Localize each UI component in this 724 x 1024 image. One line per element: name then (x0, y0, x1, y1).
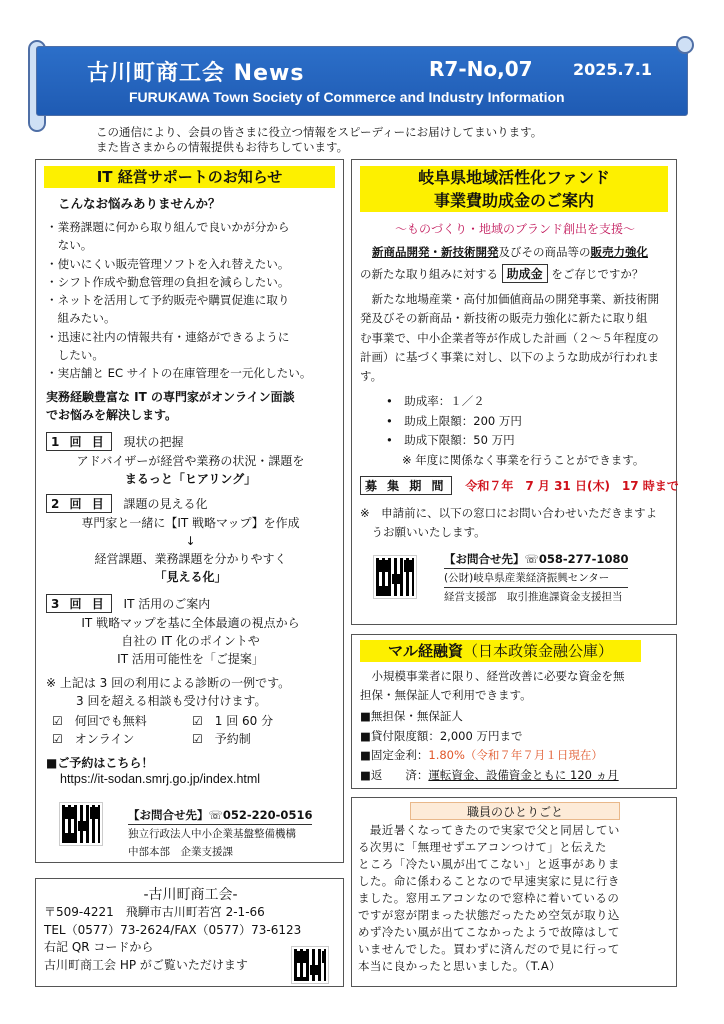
fund-period-deadline: 令和７年 7 月 31 日(木) 17 時まで (465, 479, 679, 493)
reserve-url[interactable]: https://it-sodan.smrj.go.jp/index.html (60, 772, 261, 786)
step-2-desc (36, 514, 345, 586)
marukei-term-collateral: ■無担保・無保証人 (360, 709, 463, 723)
step-2-desc-line: 「見える化」 (154, 570, 227, 584)
fund-contact-org: (公財)岐阜県産業経済振興センター (444, 569, 628, 588)
step-2-tag: 2 回 目 (46, 494, 112, 513)
office-contact-panel (35, 878, 344, 987)
it-lead (46, 388, 295, 424)
it-contact-dept: 中部本部 企業支援課 (128, 846, 233, 858)
fund-catchphrase: ～ものづくり・地域のブランド創出を支援～ (394, 222, 635, 236)
staff-body-line: いませんでした。買わずに済んだので見に行って (358, 942, 620, 956)
step-3-desc-line: IT 戦略マップを基に全体最適の視点から (81, 616, 300, 630)
concern-item: ・使いにくい販売管理ソフトを入れ替えたい。 (46, 256, 290, 271)
step-3-desc-line: IT 活用可能性を「ご提案」 (117, 652, 264, 666)
office-qr-note: 右記 QR コードから (44, 940, 154, 954)
fund-contact-tel: ☏058-277-1080 (524, 552, 629, 566)
office-qr-note: 古川町商工会 HP がご覧いただけます (44, 957, 248, 972)
staff-body-line: ですが窓が閉まった状態だったため空気が取り込 (358, 908, 620, 922)
fund-contact-label: 【お問合せ先】 (444, 552, 525, 566)
it-contact-org: 独立行政法人中小企業基盤整備機構 (128, 828, 296, 840)
it-contact (128, 806, 312, 861)
down-arrow-icon: ↓ (185, 534, 196, 548)
fund-title-line-1: 岐阜県地域活性化ファンド (418, 168, 610, 187)
fund-conditions (386, 392, 644, 470)
fund-period (360, 476, 679, 495)
concern-item: ・シフト作成や勤怠管理の負担を減らしたい。 (46, 274, 290, 289)
feature-reservation: ☑ 予約制 (192, 732, 251, 746)
marukei-title (360, 640, 641, 662)
step-1-desc (36, 452, 345, 488)
fund-intro-line-2 (360, 264, 643, 283)
it-note-line: 3 回を超える相談も受け付けます。 (76, 694, 267, 708)
fund-condition-item: • 助成上限額：200 万円 (386, 413, 522, 428)
fund-body-line: む事業で、中小企業者等が作成した計画（２～５年程度の (360, 330, 659, 345)
fund-intro-line-1 (372, 244, 648, 260)
it-contact-heading (128, 806, 312, 825)
fund-apply-note (360, 504, 657, 542)
step-3-desc-line: 自社の IT 化のポイントや (121, 634, 260, 648)
marukei-body-line: 担保・無保証人で利用できます。 (360, 688, 532, 702)
concern-item: ・業務課題に何から取り組んで良いかが分から (46, 220, 290, 234)
fund-period-tag: 募 集 期 間 (360, 476, 452, 495)
fund-title-line-2: 事業費助成金のご案内 (433, 191, 594, 210)
step-1-desc-line: アドバイザーが経営や業務の状況・課題を (76, 454, 305, 468)
fund-body (360, 290, 659, 386)
fund-body-line: 新たな地場産業・高付加価値商品の開発事業、新技術開 (360, 292, 659, 306)
fund-contact (444, 550, 628, 606)
step-1-desc-line: まるっと「ヒアリング」 (124, 472, 257, 486)
office-name: -古川町商工会- (143, 887, 238, 903)
concern-item: ・迅速に社内の情報共有・連絡ができるように (46, 329, 290, 344)
marukei-terms (360, 707, 619, 785)
step-2 (46, 494, 208, 513)
issue-date: 2025.7.1 (573, 60, 652, 79)
marukei-repayment-label: ■返 済： (360, 767, 429, 782)
fund-intro-sales: 販売力強化 (590, 245, 648, 259)
staff-body-line: 本当に良かったと思いました。（T.A） (358, 959, 562, 973)
marukei-repayment-value: 運転資金、設備資金ともに 120 ヵ月 (428, 767, 619, 782)
feature-online: ☑ オンライン (52, 732, 135, 746)
fund-intro-text: の新たな取り組みに対する (360, 267, 498, 281)
issue-number: R7-No,07 (429, 57, 533, 81)
concern-item: ない。 (46, 238, 93, 253)
marukei-term-limit: ■貸付限度額：2,000 万円まで (360, 728, 523, 743)
step-3-title: IT 活用のご案内 (123, 597, 211, 611)
it-qr-code[interactable] (60, 803, 102, 845)
fund-contact-dept: 経営支援部 取引推進課資金支援担当 (444, 591, 623, 603)
feature-free: ☑ 何回でも無料 (52, 714, 147, 728)
newsletter-banner (36, 46, 688, 116)
marukei-loan-panel (351, 634, 677, 789)
intro-text (96, 125, 542, 155)
marukei-body (360, 667, 625, 705)
fund-condition-max: 助成上限額：200 万円 (404, 413, 522, 428)
fund-body-line: す。 (360, 369, 383, 384)
it-support-title: IT 経営サポートのお知らせ (44, 166, 335, 188)
reserve-heading: ■ご予約はこちら！ (46, 756, 154, 770)
intro-line-2: また皆さまからの情報提供もお待ちしています。 (96, 140, 349, 154)
marukei-term-repayment (360, 766, 619, 786)
concern-item: ・ネットを活用して予約販売や購買促進に取り (46, 293, 290, 308)
step-2-title: 課題の見える化 (123, 497, 208, 511)
staff-body-line: ところ「冷たい風が出てこない」と返事がありま (358, 857, 620, 871)
step-2-desc-line: 経営課題、業務課題を分かりやすく (94, 552, 287, 566)
staff-body-line: した。命に係わることなので早速実家に見に行き (358, 874, 620, 888)
banner-scroll-right-ornament (676, 36, 694, 54)
it-contact-tel: ☏052-220-0516 (208, 808, 313, 822)
fund-condition-item: • 助成率：１／２ (386, 394, 485, 408)
marukei-title-main: マル経融資 (387, 642, 463, 660)
staff-column-panel (351, 797, 677, 987)
it-lead-line-2: でお悩みを解決します。 (46, 408, 178, 422)
office-phone: TEL（0577）73-2624/FAX（0577）73-6123 (44, 922, 302, 937)
it-lead-line-1: 実務経験豊富な IT の専門家がオンライン面談 (46, 390, 295, 404)
staff-column-body (358, 822, 620, 975)
marukei-term-rate (360, 746, 619, 766)
marukei-title-sub: （日本政策金融公庫） (463, 642, 614, 660)
concern-item: したい。 (46, 348, 104, 363)
staff-body-line: 最近暑くなってきたので実家で父と同居してい (358, 823, 620, 837)
concern-item: ・実店舗と EC サイトの在庫管理を一元化したい。 (46, 366, 312, 381)
it-concern-list (46, 218, 311, 383)
fund-title (360, 166, 668, 212)
fund-apply-line: ※ 申請前に、以下の窓口にお問い合わせいただきますよ (360, 506, 658, 520)
fund-condition-min: 助成下限額：50 万円 (404, 433, 515, 447)
fund-subsidy-tag: 助成金 (502, 264, 548, 283)
staff-body-line: ました。窓用エアコンなので窓枠に着いているの (358, 891, 620, 905)
office-details (44, 904, 301, 974)
fund-body-line: 発及びその新商品・新技術の販売力強化に新たに取り組 (360, 311, 648, 326)
it-contact-label: 【お問合せ先】 (128, 808, 209, 822)
it-support-panel (35, 159, 344, 863)
gifu-fund-panel (351, 159, 677, 625)
intro-line-1: この通信により、会員の皆さまに役立つ情報をスピーディーにお届けしてまいります。 (96, 125, 543, 139)
step-3-desc (36, 614, 345, 668)
fund-body-line: 計画）に基づく事業に対し、以下のような助成が行われま (360, 349, 659, 364)
fund-intro-connector: 及びその商品等の (498, 245, 591, 259)
fund-qr-code[interactable] (374, 556, 416, 598)
office-qr-code[interactable] (292, 947, 328, 983)
fund-intro-new-product: 新商品開発・新技術開発 (372, 245, 499, 259)
step-1-tag: 1 回 目 (46, 432, 112, 451)
newsletter-subtitle: FURUKAWA Town Society of Commerce and Industry Information (129, 89, 565, 105)
office-address: 〒509-4221 飛騨市古川町若宮 2-1-66 (44, 905, 265, 919)
step-1-title: 現状の把握 (123, 435, 184, 449)
step-3 (46, 594, 210, 613)
fund-condition-rate: 助成率：１／２ (404, 394, 485, 408)
marukei-rate-label: ■固定金利： (360, 748, 429, 762)
step-3-tag: 3 回 目 (46, 594, 112, 613)
fund-condition-note: ※ 年度に関係なく事業を行うことができます。 (402, 452, 645, 467)
it-features (52, 712, 332, 748)
it-note (46, 674, 290, 710)
concern-item: 組みたい。 (46, 311, 116, 326)
staff-column-title: 職員のひとりごと (410, 802, 620, 820)
fund-contact-heading (444, 550, 628, 569)
step-1 (46, 432, 184, 451)
fund-intro-text: をご存じですか？ (551, 267, 644, 281)
fund-condition-item: • 助成下限額：50 万円 (386, 433, 515, 447)
it-note-line: ※ 上記は 3 回の利用による診断の一例です。 (46, 676, 291, 690)
it-question: こんなお悩みありませんか？ (58, 196, 221, 211)
staff-body-line: めず冷たい風が出てこなかったようで故障はして (358, 925, 620, 939)
marukei-rate-value: 1.80%（令和７年７月１日現在） (428, 748, 603, 762)
newsletter-title: 古川町商工会 News (87, 61, 305, 86)
staff-body-line: る次男に「無理せずエアコンつけて」と伝えた (358, 840, 607, 854)
fund-apply-line: うお願いいたします。 (360, 525, 486, 539)
feature-60min: ☑ 1 回 60 分 (192, 714, 274, 728)
marukei-body-line: 小規模事業者に限り、経営改善に必要な資金を無 (360, 669, 625, 683)
step-2-desc-line: 専門家と一緒に【IT 戦略マップ】を作成 (81, 516, 300, 530)
